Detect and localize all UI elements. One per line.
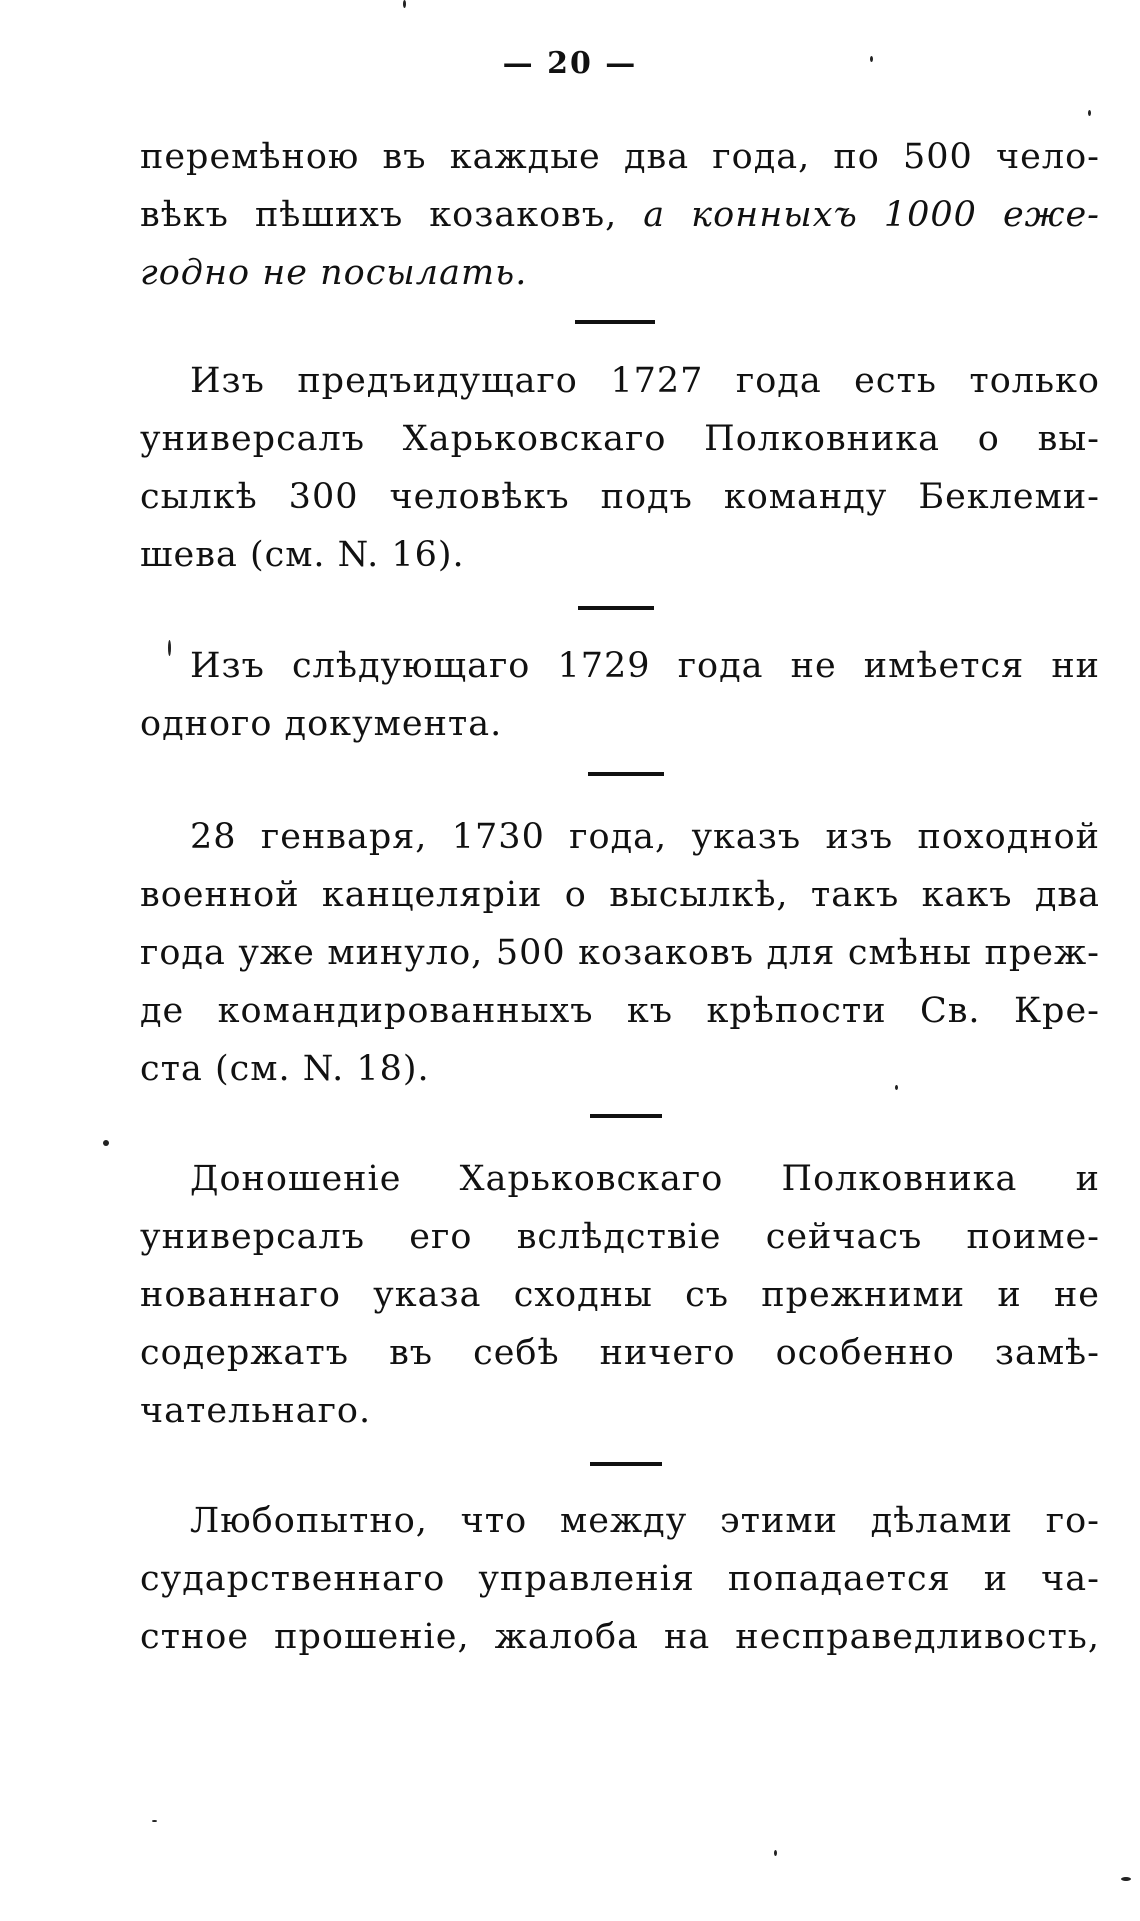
paragraph-line: 28 генваря, 1730 года, указъ изъ походной	[190, 817, 1100, 857]
paragraph-4	[140, 808, 1100, 1098]
print-speck	[168, 640, 171, 656]
section-divider	[588, 772, 664, 776]
paragraph-line: нованнаго указа сходны съ прежними и не	[140, 1275, 1100, 1315]
section-divider	[590, 1462, 662, 1466]
paragraph-line: Изъ предъидущаго 1727 года есть только	[190, 361, 1100, 401]
paragraph-line: универсалъ Харьковскаго Полковника о вы-	[140, 419, 1100, 459]
paragraph-line: одного документа.	[140, 704, 503, 744]
print-speck	[774, 1850, 777, 1856]
paragraph-6	[140, 1492, 1100, 1666]
section-divider	[575, 320, 655, 324]
paragraph-line: универсалъ его вслѣдствіе сейчасъ поиме-	[140, 1217, 1100, 1257]
paragraph-line: содержатъ въ себѣ ничего особенно замѣ-	[140, 1333, 1100, 1373]
print-speck	[152, 1820, 157, 1822]
paragraph-line: сылкѣ 300 человѣкъ подъ команду Беклеми-	[140, 477, 1100, 517]
paragraph-line: военной канцеляріи о высылкѣ, такъ какъ два	[140, 875, 1100, 915]
print-speck	[1088, 110, 1091, 116]
paragraph-line: шева (см. N. 16).	[140, 535, 465, 575]
print-speck	[403, 0, 406, 8]
paragraph-line	[140, 186, 1100, 244]
paragraph-line: года уже минуло, 500 козаковъ для смѣны преж-	[140, 933, 1100, 973]
paragraph-line: Доношеніе Харьковскаго Полковника и	[190, 1159, 1100, 1199]
text-span: вѣкъ пѣшихъ козаковъ,	[140, 195, 618, 235]
paragraph-5	[140, 1150, 1100, 1440]
print-speck	[103, 1140, 109, 1146]
paragraph-1	[140, 128, 1100, 302]
paragraph-line: ста (см. N. 18).	[140, 1049, 430, 1089]
paragraph-line: годно не посылать.	[140, 253, 528, 293]
section-divider	[590, 1114, 662, 1118]
print-speck	[870, 56, 873, 62]
paragraph-line: Изъ слѣдующаго 1729 года не имѣется ни	[190, 646, 1100, 686]
paragraph-line: чательнаго.	[140, 1391, 372, 1431]
paragraph-line: перемѣною въ каждые два года, по 500 чело-	[140, 137, 1100, 177]
page-number: — 20 —	[502, 46, 638, 81]
paragraph-2	[140, 352, 1100, 584]
print-speck	[895, 1085, 898, 1090]
paragraph-line: сударственнаго управленія попадается и ча-	[140, 1559, 1100, 1599]
paragraph-3	[140, 637, 1100, 753]
section-divider	[578, 606, 654, 610]
paragraph-line: стное прошеніе, жалоба на несправедливость,	[140, 1617, 1100, 1657]
paragraph-line: Любопытно, что между этими дѣлами го-	[190, 1501, 1100, 1541]
italic-span: а конныхъ 1000 ежe-	[643, 195, 1100, 235]
print-speck	[1121, 1877, 1131, 1881]
paragraph-line: де командированныхъ къ крѣпости Св. Кре-	[140, 991, 1100, 1031]
